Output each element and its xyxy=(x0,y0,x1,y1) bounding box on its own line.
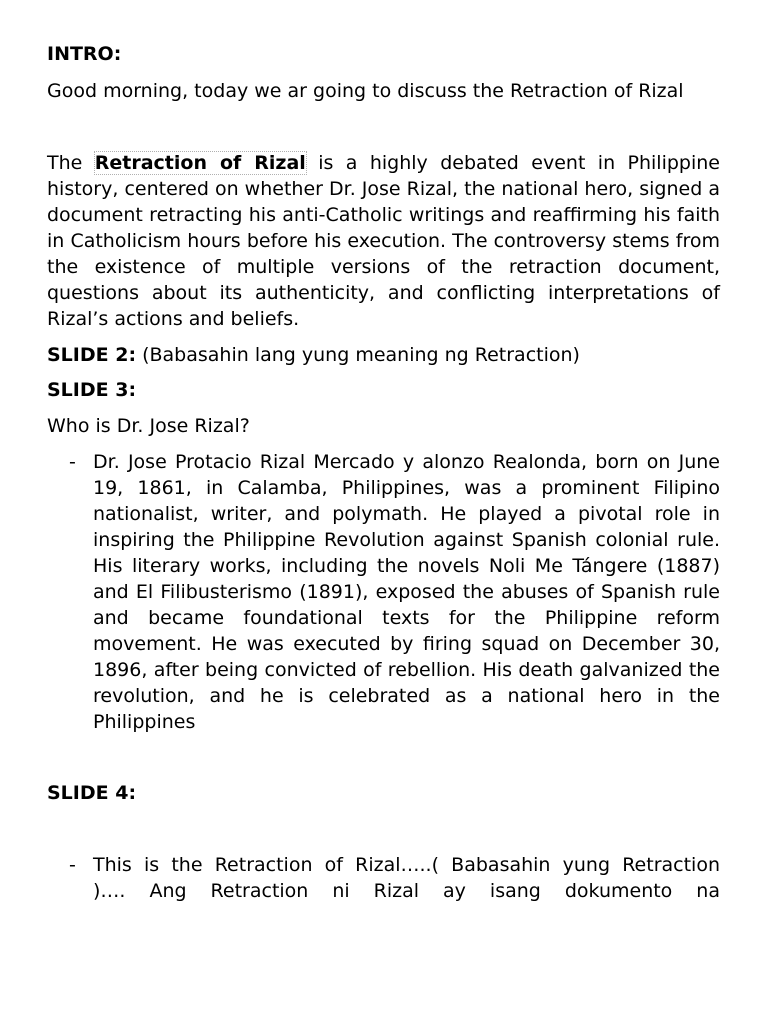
slide4-bullet-line2: )…. Ang Retraction ni Rizal ay isang dokumento na xyxy=(93,880,720,902)
slide3-question: Who is Dr. Jose Rizal? xyxy=(47,415,250,437)
slide2-note: (Babasahin lang yung meaning ng Retraction) xyxy=(136,344,580,366)
overview-body: is a highly debated event in Philippine history, centered on whether Dr. Jose Rizal, the national hero, signed a document retracting his anti-Catholic writings and reaffirming his faith in Catholicism hours before his execution. The controversy stems from the existence of multiple versions of the retraction document, questions about its authenticity, and conflicting interpretations of Rizal’s actions and beliefs. xyxy=(47,152,720,330)
slide3-label: SLIDE 3: xyxy=(47,379,137,401)
slide4-list xyxy=(47,852,720,904)
intro-heading: INTRO: xyxy=(47,43,122,65)
list-item xyxy=(47,852,720,904)
intro-greeting: Good morning, today we ar going to discuss the Retraction of Rizal xyxy=(47,80,684,102)
slide3-list xyxy=(47,449,720,735)
slide4-label: SLIDE 4: xyxy=(47,782,137,804)
overview-lead: The xyxy=(47,152,95,174)
slide2-line xyxy=(47,342,720,368)
slide4-bullet-line1: - This is the Retraction of Rizal…..( Babasahin yung Retraction xyxy=(93,854,720,876)
retraction-term: Retraction of Rizal xyxy=(94,152,306,174)
overview-paragraph xyxy=(47,150,720,332)
list-item: - Dr. Jose Protacio Rizal Mercado y alonzo Realonda, born on June 19, 1861, in Calamba, Philippines, was a prominent Filipino nationalist, writer, and polymath. He played a pivotal role in inspiring the Philippine Revolution against Spanish colonial rule. His literary works, including the novels Noli Me Tángere (1887) and El Filibusterismo (1891), exposed the abuses of Spanish rule and became foundational texts for the Philippine reform movement. He was executed by firing squad on December 30, 1896, after being convicted of rebellion. His death galvanized the revolution, and he is celebrated as a national hero in the Philippines xyxy=(47,449,720,735)
slide2-label: SLIDE 2: xyxy=(47,344,137,366)
